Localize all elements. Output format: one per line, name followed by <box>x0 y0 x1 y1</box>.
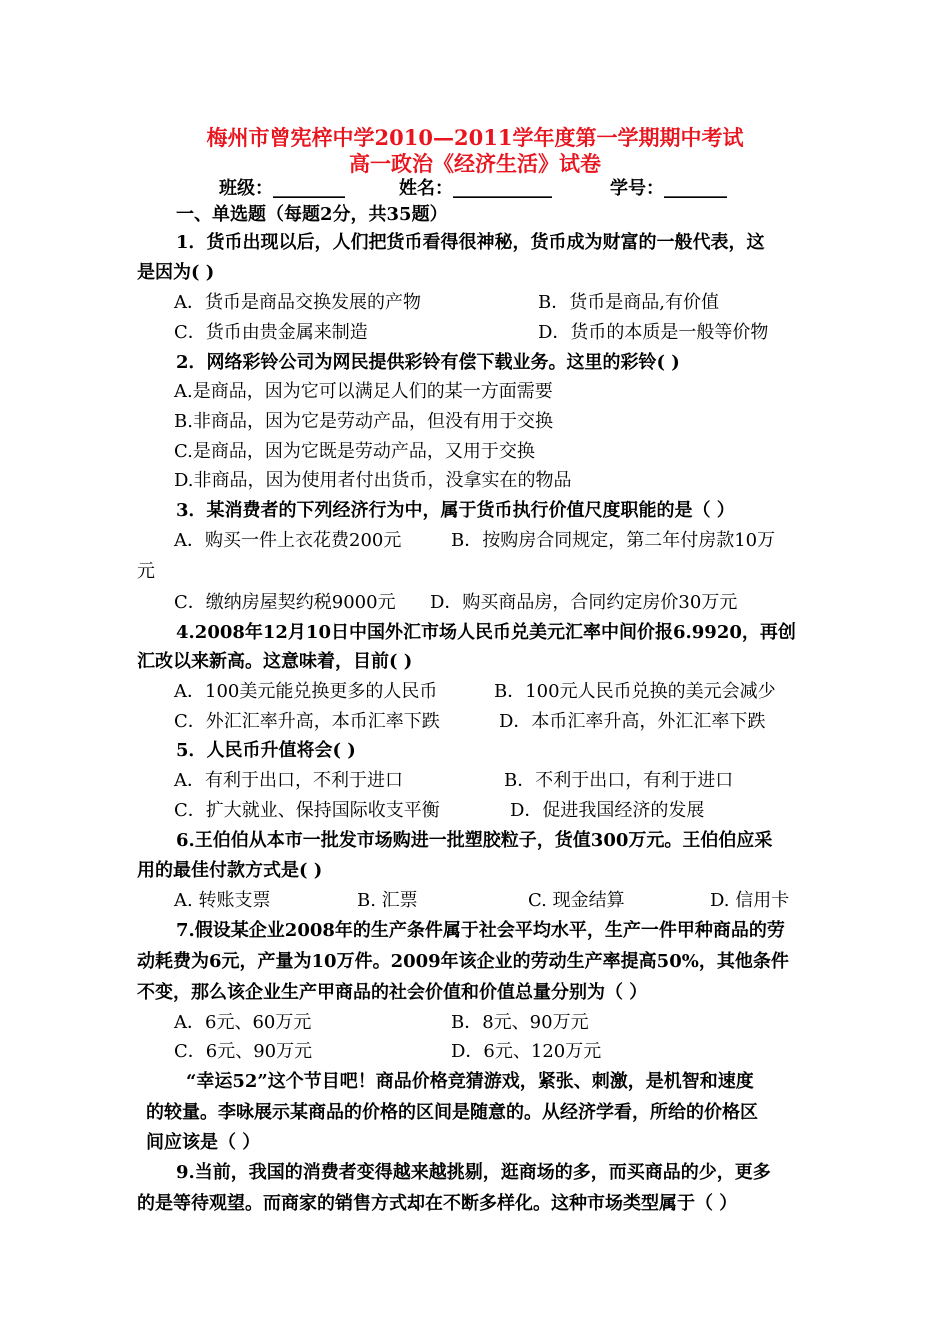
question-3-option-d: D．购买商品房，合同约定房价30万元 <box>430 592 738 613</box>
question-4-option-a: A．100美元能兑换更多的人民币 <box>174 681 438 702</box>
question-3-option-a: A．购买一件上衣花费200元 <box>174 530 402 551</box>
question-1-option-c: C．货币由贵金属来制造 <box>174 322 368 343</box>
name-field: 姓名：___________ <box>399 178 552 199</box>
question-2-stem: 2．网络彩铃公司为网民提供彩铃有偿下载业务。这里的彩铃( ) <box>176 352 680 373</box>
section-heading: 一、单选题（每题2分，共35题） <box>176 204 448 225</box>
question-3-option-b-cont: 元 <box>137 561 155 582</box>
question-9-stem: 9.当前，我国的消费者变得越来越挑剔，逛商场的多，而买商品的少，更多 <box>176 1162 771 1183</box>
student-id-field: 学号：_______ <box>610 178 727 199</box>
question-7-option-b: B．8元、90万元 <box>451 1012 589 1033</box>
question-3-option-c: C．缴纳房屋契约税9000元 <box>174 592 396 613</box>
question-4-stem-cont: 汇改以来新高。这意味着，目前( ) <box>137 651 413 672</box>
question-6-stem: 6.王伯伯从本市一批发市场购进一批塑胶粒子，货值300万元。王伯伯应采 <box>176 830 773 851</box>
class-field: 班级：________ <box>219 178 345 199</box>
question-4-stem: 4.2008年12月10日中国外汇市场人民币兑美元汇率中间价报6.9920，再创 <box>176 622 796 643</box>
question-5-option-a: A．有利于出口，不利于进口 <box>174 770 403 791</box>
question-9-stem-cont: 的是等待观望。而商家的销售方式却在不断多样化。这种市场类型属于（ ） <box>137 1193 738 1214</box>
question-1-option-b: B．货币是商品,有价值 <box>538 292 719 313</box>
question-5-option-d: D．促进我国经济的发展 <box>510 800 705 821</box>
question-1-option-a: A．货币是商品交换发展的产物 <box>174 292 421 313</box>
question-4-option-d: D．本币汇率升高，外汇汇率下跌 <box>499 711 766 732</box>
question-6-option-a: A. 转账支票 <box>174 890 271 911</box>
question-1-stem-cont: 是因为( ) <box>137 262 215 283</box>
question-1-option-d: D．货币的本质是一般等价物 <box>538 322 769 343</box>
question-5-option-b: B．不利于出口，有利于进口 <box>504 770 734 791</box>
question-3-option-b: B．按购房合同规定，第二年付房款10万 <box>451 530 776 551</box>
exam-title-line1: 梅州市曾宪梓中学2010—2011学年度第一学期期中考试 <box>206 125 744 150</box>
question-4-option-c: C．外汇汇率升高，本币汇率下跌 <box>174 711 440 732</box>
question-7-stem: 7.假设某企业2008年的生产条件属于社会平均水平，生产一件甲种商品的劳 <box>176 920 785 941</box>
question-1-stem: 1．货币出现以后，人们把货币看得很神秘，货币成为财富的一般代表，这 <box>176 232 765 253</box>
question-7-stem-cont2: 不变，那么该企业生产甲商品的社会价值和价值总量分别为（ ） <box>137 982 648 1003</box>
question-5-option-c: C．扩大就业、保持国际收支平衡 <box>174 800 440 821</box>
exam-title-line2: 高一政治《经济生活》试卷 <box>349 151 601 176</box>
question-8-stem-cont2: 间应该是（ ） <box>146 1132 261 1153</box>
question-6-option-c: C. 现金结算 <box>528 890 625 911</box>
question-2-option-a: A.是商品，因为它可以满足人们的某一方面需要 <box>174 381 553 402</box>
question-2-option-d: D.非商品，因为使用者付出货币，没拿实在的物品 <box>174 470 572 491</box>
question-7-option-d: D．6元、120万元 <box>451 1041 602 1062</box>
question-6-option-b: B. 汇票 <box>357 890 418 911</box>
question-7-option-a: A．6元、60万元 <box>174 1012 312 1033</box>
question-2-option-b: B.非商品，因为它是劳动产品，但没有用于交换 <box>174 411 553 432</box>
question-2-option-c: C.是商品，因为它既是劳动产品，又用于交换 <box>174 441 535 462</box>
question-8-stem: “幸运52”这个节目吧！商品价格竞猜游戏，紧张、刺激，是机智和速度 <box>186 1071 754 1092</box>
question-8-stem-cont1: 的较量。李咏展示某商品的价格的区间是随意的。从经济学看，所给的价格区 <box>146 1102 758 1123</box>
question-6-option-d: D. 信用卡 <box>710 890 790 911</box>
question-3-stem: 3．某消费者的下列经济行为中，属于货币执行价值尺度职能的是（ ） <box>176 500 735 521</box>
question-7-stem-cont1: 动耗费为6元，产量为10万件。2009年该企业的劳动生产率提高50%，其他条件 <box>137 951 789 972</box>
question-4-option-b: B．100元人民币兑换的美元会减少 <box>494 681 776 702</box>
question-7-option-c: C．6元、90万元 <box>174 1041 313 1062</box>
question-6-stem-cont: 用的最佳付款方式是( ) <box>137 860 323 881</box>
question-5-stem: 5．人民币升值将会( ) <box>176 740 356 761</box>
